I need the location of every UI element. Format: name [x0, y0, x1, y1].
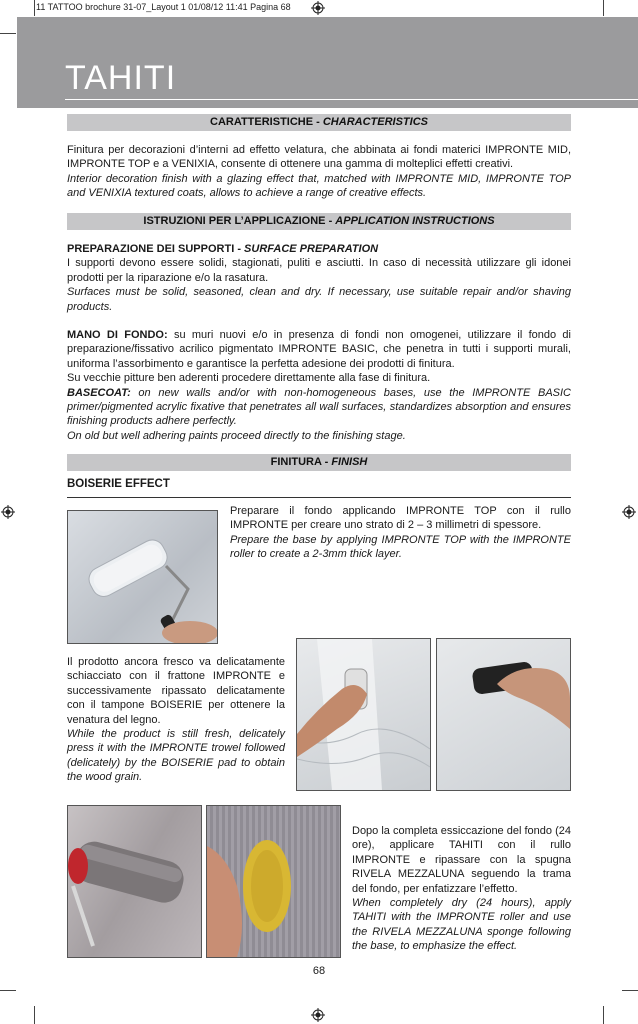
section-title-it: ISTRUZIONI PER L’APPLICAZIONE - [143, 215, 336, 227]
basecoat-label-it: MANO DI FONDO: [67, 329, 168, 341]
crop-mark [34, 0, 35, 16]
step1-it: Preparare il fondo applicando IMPRONTE TOP con il rullo IMPRONTE per creare uno strato di 2 – 3 millimetri di spessore. [230, 505, 571, 532]
step2-it: Il prodotto ancora fresco va delicatamente schiacciato con il frattone IMPRONTE e successivamente ripassato delicatamente con il tampone BOISERIE per ottenere la venatura del legno. [67, 656, 285, 726]
step3-it: Dopo la completa essiccazione del fondo (24 ore), applicare TAHITI con il rullo IMPRONTE e ripassare con la spugna RIVELA MEZZALUNA seguendo la trama del fondo, per enfatizzare l’effetto. [352, 825, 571, 895]
registration-mark-icon [622, 505, 636, 519]
registration-mark-icon [1, 505, 15, 519]
crop-mark [622, 990, 638, 991]
surface-prep-heading-en: SURFACE PREPARATION [244, 243, 379, 255]
section-bar-characteristics [67, 114, 571, 131]
step1-en: Prepare the base by applying IMPRONTE TOP with the IMPRONTE roller to create a 2-3mm thick layer. [230, 533, 571, 561]
crop-mark [34, 1006, 35, 1024]
boiserie-rule [67, 497, 571, 498]
photo-rivela-sponge [206, 805, 341, 958]
basecoat-text-it2: Su vecchie pitture ben aderenti procedere direttamente alla fase di finitura. [67, 372, 431, 385]
page-number: 68 [312, 965, 326, 977]
basecoat-text-en: on new walls and/or with non-homogeneous bases, use the IMPRONTE BASIC primer/pigmented acrylic fixative that penetrates all wall surfaces, standardizes absorption and ensures finishing products adhere perfectly. [67, 386, 571, 428]
page-title: TAHITI [65, 59, 177, 97]
section-title-it: FINITURA - [270, 456, 332, 468]
header-rule [65, 99, 638, 100]
surface-prep-heading-it: PREPARAZIONE DEI SUPPORTI - [67, 243, 245, 255]
crop-mark [603, 1006, 604, 1024]
characteristics-en: Interior decoration finish with a glazing effect that, matched with IMPRONTE MID, IMPRONTE TOP and VENIXIA textured coats, allows to achieve a range of creative effects. [67, 172, 571, 200]
basecoat-text-en2: On old but well adhering paints proceed directly to the finishing stage. [67, 429, 406, 442]
section-title-it: CARATTERISTICHE - [210, 116, 323, 128]
print-slug: 11 TATTOO brochure 31-07_Layout 1 01/08/12 11:41 Pagina 68 [36, 2, 291, 12]
basecoat [67, 328, 571, 443]
basecoat-label-en: BASECOAT: [67, 386, 131, 399]
crop-mark [0, 33, 16, 34]
characteristics-it: Finitura per decorazioni d’interni ad effetto velatura, che abbinata ai fondi materici IMPRONTE MID, IMPRONTE TOP e a VENIXIA, consente di ottenere una gamma di molteplici effetti creativi. [67, 144, 571, 171]
surface-preparation [67, 242, 571, 314]
section-bar-instructions [67, 213, 571, 230]
section-title-en: FINISH [331, 456, 368, 468]
characteristics-text [67, 143, 571, 201]
section-bar-finish [67, 454, 571, 471]
photo-trowel-pressing [296, 638, 431, 791]
surface-prep-it: I supporti devono essere solidi, stagionati, puliti e asciutti. In caso di necessità utilizzare gli idonei prodotti per la riparazione e/o la rasatura. [67, 257, 571, 284]
crop-mark [0, 990, 16, 991]
header-band [17, 17, 638, 108]
section-title-en: APPLICATION INSTRUCTIONS [335, 215, 495, 227]
registration-mark-icon [311, 1, 325, 15]
photo-tahiti-roller [67, 805, 202, 958]
step2-en: While the product is still fresh, delicately press it with the IMPRONTE trowel followed (delicately) by the BOISERIE pad to obtain the wood grain. [67, 728, 285, 784]
step1-text [230, 504, 571, 562]
basecoat-text-it: su muri nuovi e/o in presenza di fondi non omogenei, utilizzare il fondo di preparazione/fissativo acrilico pigmentato IMPRONTE BASIC, che penetra in tutti i supporti murali, uniforma l’assorbimento e garantisce la perfetta adesione dei prodotti di finitura. [67, 329, 571, 370]
step3-en: When completely dry (24 hours), apply TAHITI with the IMPRONTE roller and use the RIVELA MEZZALUNA sponge following the base, to emphasize the effect. [352, 897, 571, 953]
photo-roller-application [67, 510, 218, 644]
crop-mark [603, 0, 604, 16]
section-title-en: CHARACTERISTICS [322, 116, 428, 128]
step2-text [67, 655, 285, 785]
registration-mark-icon [311, 1008, 325, 1022]
surface-prep-en: Surfaces must be solid, seasoned, clean and dry. If necessary, use suitable repair and/or shaving products. [67, 286, 571, 313]
boiserie-heading: BOISERIE EFFECT [67, 478, 170, 490]
photo-boiserie-pad [436, 638, 571, 791]
step3-text [352, 824, 571, 954]
